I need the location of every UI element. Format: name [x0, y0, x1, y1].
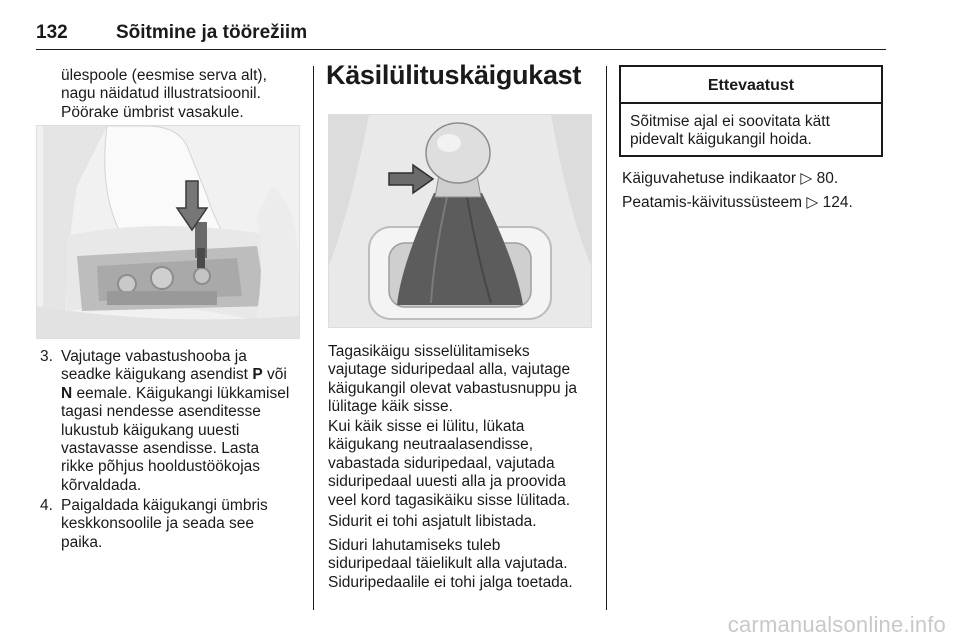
step-number: 3. — [40, 348, 53, 365]
step-text: Vajutage vabastushooba ja seadke käigukang asendist P või N eemale. Käigukangi lükkamisel tagasi nendesse asenditesse lukustub käigukang uuesti vastavasse asendisse. Lasta rikke põhjus hooldustöökojas kõrvaldada. — [61, 348, 290, 494]
page-reference-icon: ▷ — [800, 170, 813, 187]
step-text: Paigaldada käigukangi ümbris keskkonsoolile ja seada see paika. — [61, 497, 268, 551]
warning-text: Sõitmise ajal ei soovitata kätt pidevalt käigukangil hoida. — [630, 113, 830, 149]
paragraph-clutch-release: Siduri lahutamiseks tuleb siduripedaal täielikult alla vajutada. Siduripedaalile ei tohi jalga toetada. — [328, 537, 573, 591]
reference-label: Peatamis-käivitussüsteem — [622, 194, 803, 211]
column-divider-right — [606, 66, 607, 610]
page-header — [36, 22, 886, 52]
section-title: Sõitmine ja töörežiim — [116, 22, 308, 43]
reference-start-stop[interactable] — [622, 194, 853, 212]
gear-cover-illustration — [36, 125, 300, 339]
reference-label: Käiguvahetuse indikaator — [622, 170, 797, 187]
paragraph-reverse-gear: Tagasikäigu sisselülitamiseks vajutage siduripedaal alla, vajutage käigukangil olevat vabastusnuppu ja lülitage käik sisse. — [328, 343, 578, 416]
page-number: 132 — [36, 22, 68, 43]
reference-page: 80. — [816, 170, 839, 187]
intro-text: ülespoole (eesmise serva alt), nagu näidatud illustratsioonil. Pöörake ümbrist vasakule. — [61, 67, 267, 121]
watermark: carmanualsonline.info — [727, 612, 946, 637]
step-number: 4. — [40, 497, 53, 514]
section-heading: Käsilülituskäigukast — [326, 60, 582, 90]
reference-page: 124. — [822, 194, 853, 211]
paragraph-clutch-slip: Sidurit ei tohi asjatult libistada. — [328, 513, 537, 530]
column-divider-left — [313, 66, 314, 610]
reference-gear-indicator[interactable] — [622, 170, 838, 188]
paragraph-gear-not-engaging: Kui käik sisse ei lülitu, lükata käigukang neutraalasendisse, vabastada siduripedaal, vajutada siduripedaal uuesti alla ja proovida veel kord tagasikäiku sisse lülitada. — [328, 418, 571, 509]
header-divider — [36, 49, 886, 50]
page-reference-icon: ▷ — [806, 194, 819, 211]
warning-title: Ettevaatust — [621, 67, 881, 104]
gear-lever-illustration — [328, 114, 592, 328]
warning-box — [619, 65, 883, 157]
